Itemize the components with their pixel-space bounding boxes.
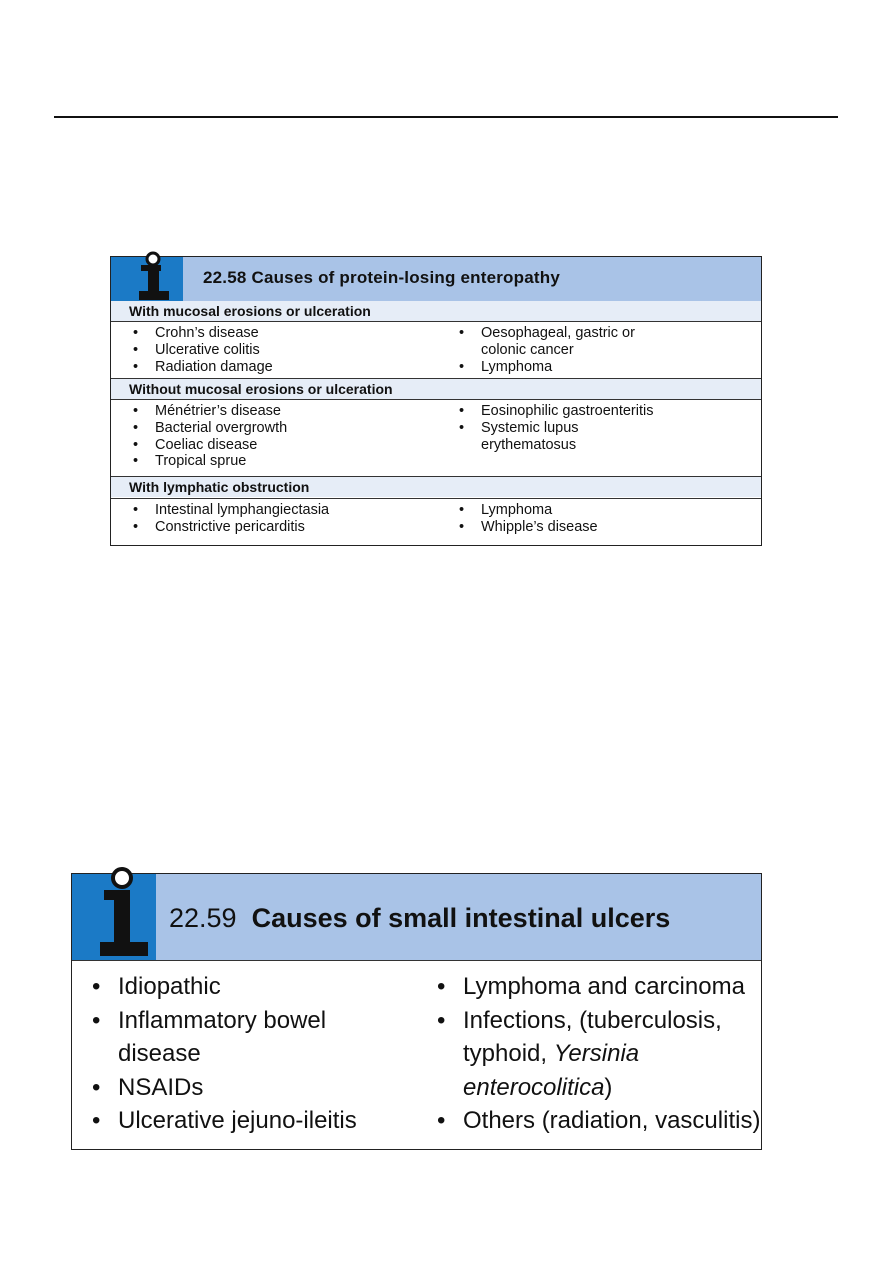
list-item: • Constrictive pericarditis <box>133 518 305 535</box>
list-item: • Eosinophilic gastroenteritis <box>459 403 654 419</box>
list-item: • Ulcerative colitis <box>133 341 260 358</box>
info-icon <box>111 257 183 301</box>
list-item: • Lymphoma and carcinoma <box>437 973 745 1000</box>
box-header <box>72 874 761 961</box>
list-item: • Crohn’s disease <box>133 325 259 341</box>
list-item: • Others (radiation, vasculitis) <box>437 1107 761 1134</box>
list-item: • Inflammatory bowel <box>92 1006 327 1034</box>
list-item: • Bacterial overgrowth <box>133 419 288 436</box>
info-box-22-59 <box>71 873 762 1150</box>
box-header <box>111 257 761 302</box>
box-number: 22.59 <box>169 903 237 933</box>
list-item-continuation: typhoid, Yersinia <box>463 1040 640 1067</box>
page-top-rule <box>54 116 838 118</box>
section-body <box>111 321 761 379</box>
box-title: 22.58 Causes of protein-losing enteropathy <box>203 268 560 287</box>
list-item: • Radiation damage <box>133 358 273 375</box>
box-title <box>169 903 670 934</box>
list-item: • Tropical sprue <box>133 453 247 470</box>
list-item: • NSAIDs <box>92 1073 204 1101</box>
section-body <box>111 399 761 476</box>
list-item: • Systemic lupus <box>459 419 579 436</box>
list-item-continuation: enterocolitica) <box>463 1073 613 1101</box>
list-item: • Idiopathic <box>92 973 221 1000</box>
list-item: • Lymphoma <box>459 358 553 375</box>
list-item-continuation: colonic cancer <box>481 341 574 358</box>
list-item: • Whipple’s disease <box>459 518 598 535</box>
list-item: • Intestinal lymphangiectasia <box>133 502 330 518</box>
list-item: • Infections, (tuberculosis, <box>437 1006 722 1034</box>
box-heading: Causes of small intestinal ulcers <box>251 903 671 933</box>
list-item: • Ulcerative jejuno-ileitis <box>92 1107 357 1134</box>
list-item: • Coeliac disease <box>133 436 258 453</box>
section-heading: With mucosal erosions or ulceration <box>111 301 761 321</box>
section-heading: Without mucosal erosions or ulceration <box>111 378 761 399</box>
info-box-22-58 <box>110 256 762 546</box>
section-body <box>111 498 761 546</box>
info-icon <box>72 874 156 960</box>
list-item-continuation: erythematosus <box>481 436 577 453</box>
list-item: • Ménétrier’s disease <box>133 403 281 419</box>
section-heading: With lymphatic obstruction <box>111 476 761 497</box>
list-item-continuation: disease <box>118 1040 201 1067</box>
list-item: • Lymphoma <box>459 502 553 518</box>
section-body <box>72 960 761 1150</box>
list-item: • Oesophageal, gastric or <box>459 325 635 341</box>
